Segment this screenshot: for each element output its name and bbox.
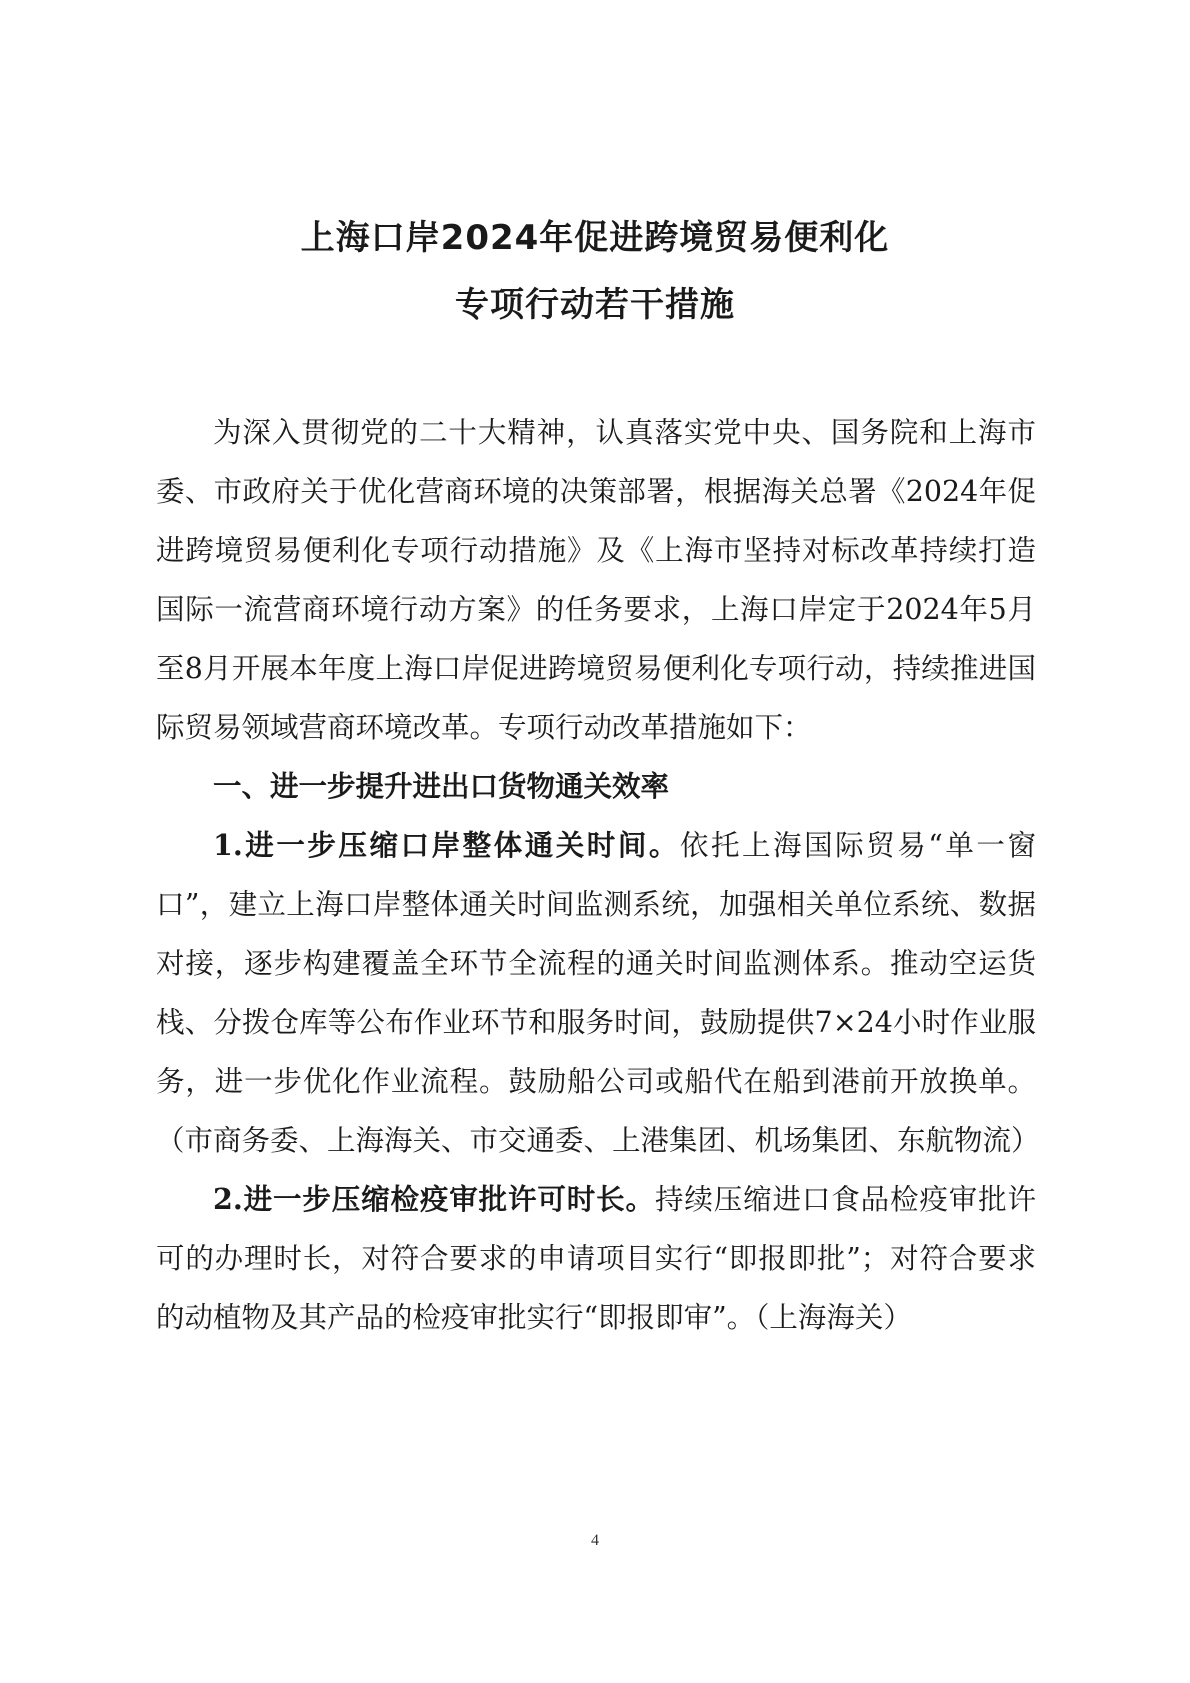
document-title-line-2: 专项行动若干措施 xyxy=(455,285,735,325)
document-title-line-1: 上海口岸2024年促进跨境贸易便利化 xyxy=(300,218,890,258)
measure-item-2-text: 持续压缩进口食品检疫审批许可的办理时长，对符合要求的申请项目实行“即报即批”；对符合要求的动植物及其产品的检疫审批实行“即报即审”。（上海海关） xyxy=(156,1183,1036,1334)
measure-item-1 xyxy=(156,816,1040,1170)
measure-item-1-text: 依托上海国际贸易“单一窗口”，建立上海口岸整体通关时间监测系统，加强相关单位系统、数据对接，逐步构建覆盖全环节全流程的通关时间监测体系。推动空运货栈、分拨仓库等公布作业环节和服务时间，鼓励提供7×24小时作业服务，进一步优化作业流程。鼓励船公司或船代在船到港前开放换单。（市商务委、上海海关、市交通委、上港集团、机场集团、东航物流） xyxy=(156,829,1040,1157)
measure-item-2-title: 2.进一步压缩检疫审批许可时长。 xyxy=(213,1182,655,1216)
measure-item-1-title: 1.进一步压缩口岸整体通关时间。 xyxy=(213,828,680,862)
section-heading-1: 一、进一步提升进出口货物通关效率 xyxy=(213,770,670,803)
intro-paragraph: 为深入贯彻党的二十大精神，认真落实党中央、国务院和上海市委、市政府关于优化营商环境的决策部署，根据海关总署《2024年促进跨境贸易便利化专项行动措施》及《上海市坚持对标改革持续打造国际一流营商环境行动方案》的任务要求，上海口岸定于2024年5月至8月开展本年度上海口岸促进跨境贸易便利化专项行动，持续推进国际贸易领域营商环境改革。专项行动改革措施如下： xyxy=(156,416,1036,744)
page-number: 4 xyxy=(591,1532,599,1549)
measure-item-2 xyxy=(156,1170,1036,1347)
document-body xyxy=(156,403,1040,1347)
